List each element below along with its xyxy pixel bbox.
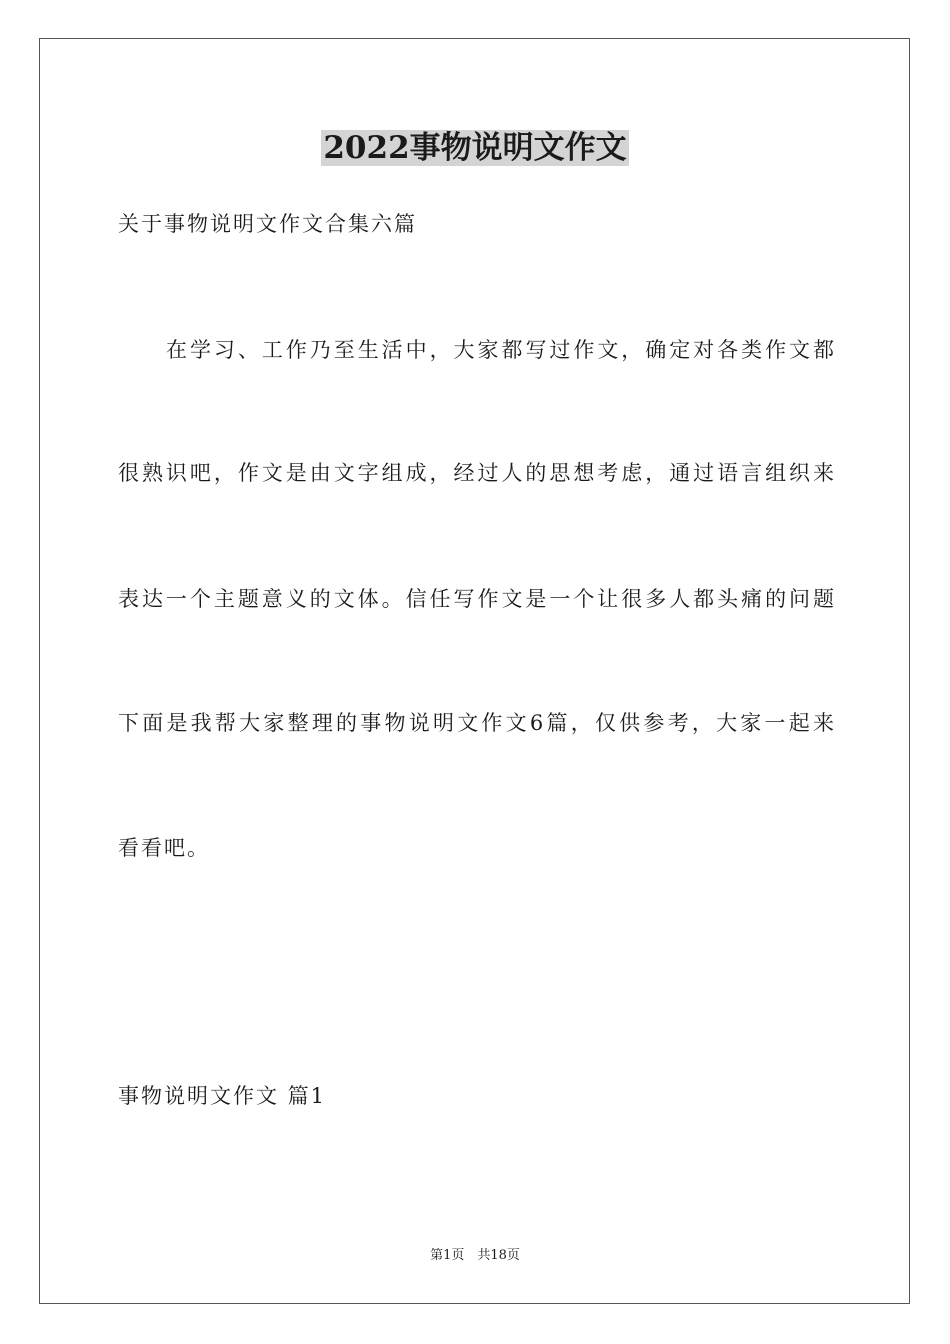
intro-line-5: 看看吧。: [118, 836, 210, 860]
page-footer: [0, 1247, 950, 1265]
intro-line-2: 很熟识吧，作文是由文字组成，经过人的思想考虑，通过语言组织来: [118, 461, 834, 485]
intro-line-4: 下面是我帮大家整理的事物说明文作文6篇，仅供参考，大家一起来: [118, 711, 834, 735]
document-subtitle: 关于事物说明文作文合集六篇: [118, 212, 417, 236]
intro-line-3: 表达一个主题意义的文体。信任写作文是一个让很多人都头痛的问题: [118, 587, 834, 611]
section-heading: 事物说明文作文 篇1: [118, 1084, 327, 1108]
document-title-text: 2022事物说明文作文: [323, 130, 627, 166]
page-indicator: 第1页 共18页: [430, 1248, 520, 1263]
document-title: [0, 126, 950, 170]
intro-line-1: 在学习、工作乃至生活中，大家都写过作文，确定对各类作文都: [166, 338, 834, 362]
